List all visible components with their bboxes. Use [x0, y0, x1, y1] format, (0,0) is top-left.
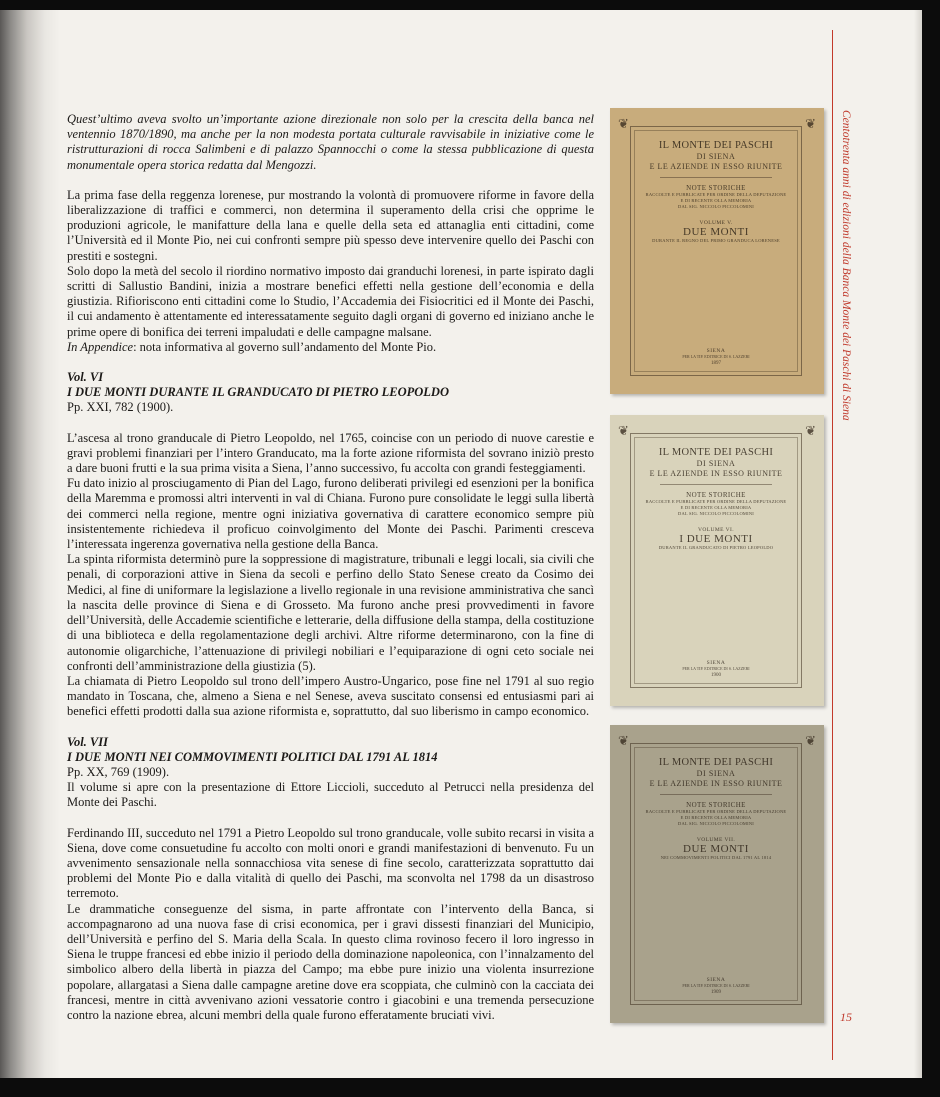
cover-fine-print: RACCOLTE E PUBBLICATE PER ORDINE DELLA DEPUTAZIONE — [645, 192, 787, 197]
cover-fine-print: DAL SIG. NICCOLO PICCOLOMINI — [678, 511, 754, 516]
cover-volume-vii — [610, 725, 824, 1023]
volume-heading: Vol. VI — [67, 370, 104, 385]
cover-city: SIENA — [706, 977, 726, 983]
cover-volume-v — [610, 108, 824, 394]
cover-fine-print: E DI RECENTE OLLA MEMORIA — [680, 505, 752, 510]
paragraph: Le drammatiche conseguenze del sisma, in parte affrontate con l’intervento della Banca, si accompagnarono ad una nuova fase di crisi economica, per i gravi dissesti finanziari del Municipio, dell’Università e perfino del S. Maria della Scala. In questo clima rovinoso fecero il loro ingresso in Siena le truppe francesi ed ebbe inizio il periodo della dominazione napoleonica, con l’innalzamento del simbolico albero della libertà in piazza del Campo; ma ebbe pure inizio una violenta insurrezione popolare, allargatasi a Siena dalle campagne aretine dove era scoppiata, che culminò con la cacciata dei francesi, mentre in città avvenivano azioni vessatorie contro i giacobini e una tremenda persecuzione contro la nazione ebrea, alcuni membri della quale furono efferatamente bruciati vivi. — [67, 901, 594, 1022]
cover-volume-subtitle: DURANTE IL GRANDUCATO DI PIETRO LEOPOLDO — [658, 545, 774, 550]
running-title-text: Centotrenta anni di edizioni della Banca Monte dei Paschi di Siena — [840, 110, 852, 421]
appendix-text: : nota informativa al governo sull’andamento del Monte Pio. — [133, 339, 437, 354]
cover-note: NOTE STORICHE — [686, 801, 746, 809]
page-number: 15 — [840, 1010, 852, 1024]
cover-fine-print: E DI RECENTE OLLA MEMORIA — [680, 815, 752, 820]
cover-volume: VOLUME VI. — [698, 527, 734, 533]
volume-title: I DUE MONTI DURANTE IL GRANDUCATO DI PIETRO LEOPOLDO — [67, 385, 449, 400]
cover-fine-print: E DI RECENTE OLLA MEMORIA — [680, 198, 752, 203]
book-gutter-shadow — [0, 10, 60, 1078]
paragraph: La prima fase della reggenza lorenese, pur mostrando la volontà di promuovere riforme in favore della liberalizzazione di traffici e commerci, non determina il superamento della crisi che opprime le produzioni agricole, le manifatture della lana e quelle della seta ed attanaglia enti cittadini, come l’Università ed il Monte Pio, nei cui confronti sempre più spesso deve intervenire quello dei Paschi con prestiti e sostegni. — [67, 187, 594, 263]
cover-volume-title: DUE MONTI — [683, 226, 749, 238]
cover-title: IL MONTE DEI PASCHI — [658, 757, 774, 768]
ornament-icon: ❦ — [805, 733, 816, 748]
ornament-icon: ❦ — [805, 423, 816, 438]
cover-text — [630, 443, 802, 550]
cover-imprint — [630, 348, 802, 366]
cover-fine-print: RACCOLTE E PUBBLICATE PER ORDINE DELLA DEPUTAZIONE — [645, 809, 787, 814]
cover-imprint — [630, 977, 802, 995]
volume-pages: Pp. XXI, 782 (1900). — [67, 400, 174, 415]
page-edge — [914, 10, 922, 1078]
cover-volume-title: I DUE MONTI — [679, 533, 753, 545]
ornament-icon: ❦ — [618, 733, 629, 748]
cover-title: IL MONTE DEI PASCHI — [658, 447, 774, 458]
cover-volume: VOLUME V. — [699, 220, 733, 226]
paragraph: Fu dato inizio al prosciugamento di Pian del Lago, furono deliberati privilegi ed esenzioni per la bonifica della Maremma e promossi altri interventi in val di Chiana. Furono pure consolidate le leggi sulla libertà dei commerci nella regione, mentre ogni iniziativa governativa di carattere economico sempre più insistentemente richiedeva il proficuo coinvolgimento del Monte dei Paschi. Parimenti cresceva l’interessata ingerenza governativa nella gestione della Banca. — [67, 476, 594, 552]
volume-heading: Vol. VII — [67, 734, 108, 749]
cover-press: PER LA TIP. EDITRICE DI S. LAZZERI — [682, 666, 750, 671]
cover-year: 1900 — [711, 673, 721, 678]
appendix-label: In Appendice — [67, 339, 134, 354]
appendix-paragraph — [67, 340, 594, 355]
cover-title: IL MONTE DEI PASCHI — [658, 140, 774, 151]
paragraph: La chiamata di Pietro Leopoldo sul trono dell’impero Austro-Ungarico, pose fine nel 1791 al suo regio mandato in Toscana, che, almeno a Siena e nel Senese, aveva suscitato consensi ed entusiasmi pari ai benefici effetti prodotti dalla sua azione riformista e, soprattutto, dal suo liberismo in campo economico. — [67, 673, 594, 719]
running-title — [838, 110, 852, 470]
cover-volume: VOLUME VII. — [696, 837, 736, 843]
sidebar-rule — [832, 30, 833, 1060]
cover-subtitle: E LE AZIENDE IN ESSO RIUNITE — [649, 469, 783, 478]
cover-subtitle: E LE AZIENDE IN ESSO RIUNITE — [649, 162, 783, 171]
book-page — [0, 10, 922, 1078]
cover-volume-title: DUE MONTI — [683, 843, 749, 855]
cover-press: PER LA TIP. EDITRICE DI S. LAZZERI — [682, 983, 750, 988]
volume-pages: Pp. XX, 769 (1909). — [67, 764, 170, 779]
paragraph: L’ascesa al trono granducale di Pietro Leopoldo, nel 1765, coincise con un periodo di nuove carestie e gravi problemi finanziari per l’intero Granducato, ma la forte azione riformista del sovrano iniziò presto a dare buoni frutti e la sua prima visita a Siena, l’anno successivo, fu accolta con grandi festeggiamenti. — [67, 430, 594, 476]
volume-title: I DUE MONTI NEI COMMOVIMENTI POLITICI DAL 1791 AL 1814 — [67, 749, 438, 764]
cover-subtitle: DI SIENA — [696, 769, 736, 778]
cover-volume-subtitle: DURANTE IL REGNO DEL PRIMO GRANDUCA LORENESE — [652, 238, 780, 243]
intro-paragraph: Quest’ultimo aveva svolto un’importante azione direzionale non solo per la crescita della banca nel ventennio 1870/1890, ma anche per la non modesta portata culturale ravvisabile in iniziative come le ristrutturazioni di rocca Salimbeni e di palazzo Spannocchi o come la stessa pubblicazione di questa monumentale opera storica redatta dal Mengozzi. — [67, 112, 594, 172]
ornament-icon: ❦ — [618, 116, 629, 131]
cover-press: PER LA TIP. EDITRICE DI S. LAZZERI — [682, 354, 750, 359]
cover-text — [630, 753, 802, 860]
paragraph: Solo dopo la metà del secolo il riordino normativo imposto dai granduchi lorenesi, in parte ispirato dagli scritti di Sallustio Bandini, inizia a mostrare benefici effetti nella gestione dell’economia e della giustizia. Rifioriscono enti cittadini come lo Studio, l’Accademia dei Fisiocritici ed il Monte dei Paschi, il cui andamento è attentamente ed interessatamente seguito dagli organi di governo ed iniziano anche le prime opere di bonifica dei terreni impaludati e delle campagne malsane. — [67, 263, 594, 339]
paragraph: Ferdinando III, succeduto nel 1791 a Pietro Leopoldo sul trono granducale, volle subito recarsi in visita a Siena, dove come consuetudine fu accolto con molti onori e grandi manifestazioni di benvenuto. Fu un avvenimento sensazionale nella sonnacchiosa vita senese di fine secolo, caratterizzata soprattutto dai problemi del Monte Pio e dalla vitalità di quello dei Paschi, ma sconvolta nel 1798 da un disastroso terremoto. — [67, 825, 594, 901]
cover-volume-vi — [610, 415, 824, 706]
cover-imprint — [630, 660, 802, 678]
cover-note: NOTE STORICHE — [686, 491, 746, 499]
ornament-icon: ❦ — [805, 116, 816, 131]
paragraph: Il volume si apre con la presentazione di Ettore Liccioli, succeduto al Petrucci nella presidenza del Monte dei Paschi. — [67, 780, 594, 810]
main-text-column — [67, 112, 594, 1023]
cover-subtitle: DI SIENA — [696, 152, 736, 161]
cover-year: 1909 — [711, 990, 721, 995]
cover-note: NOTE STORICHE — [686, 184, 746, 192]
cover-city: SIENA — [706, 348, 726, 354]
cover-text — [630, 136, 802, 243]
ornament-icon: ❦ — [618, 423, 629, 438]
cover-year: 1897 — [711, 361, 721, 366]
cover-city: SIENA — [706, 660, 726, 666]
cover-volume-subtitle: NEI COMMOVIMENTI POLITICI DAL 1791 AL 1814 — [660, 855, 772, 860]
cover-fine-print: RACCOLTE E PUBBLICATE PER ORDINE DELLA DEPUTAZIONE — [645, 499, 787, 504]
cover-subtitle: E LE AZIENDE IN ESSO RIUNITE — [649, 779, 783, 788]
cover-fine-print: DAL SIG. NICCOLO PICCOLOMINI — [678, 204, 754, 209]
paragraph: La spinta riformista determinò pure la soppressione di magistrature, tribunali e leggi locali, sia civili che penali, di corporazioni attive in Siena da secoli e perfino dello Stato Senese creato da Cosimo dei Medici, al fine di uniformare la legislazione a livello regionale in una revisione amministrativa che sancì la nascita delle province di Siena e di Grosseto. Ma furono anche presi provvedimenti in favore dell’Università, delle Accademie scientifiche e letterarie, della diffusione della stampa, della costituzione di una biblioteca e della regolamentazione degli archivi. Altre riforme determinarono, con la fine di autonomie oligarchiche, l’attenuazione di privilegi nobiliari e l’equiparazione di ogni ceto sociale nei confronti dell’amministrazione della giustizia (5). — [67, 552, 594, 673]
cover-fine-print: DAL SIG. NICCOLO PICCOLOMINI — [678, 821, 754, 826]
cover-subtitle: DI SIENA — [696, 459, 736, 468]
